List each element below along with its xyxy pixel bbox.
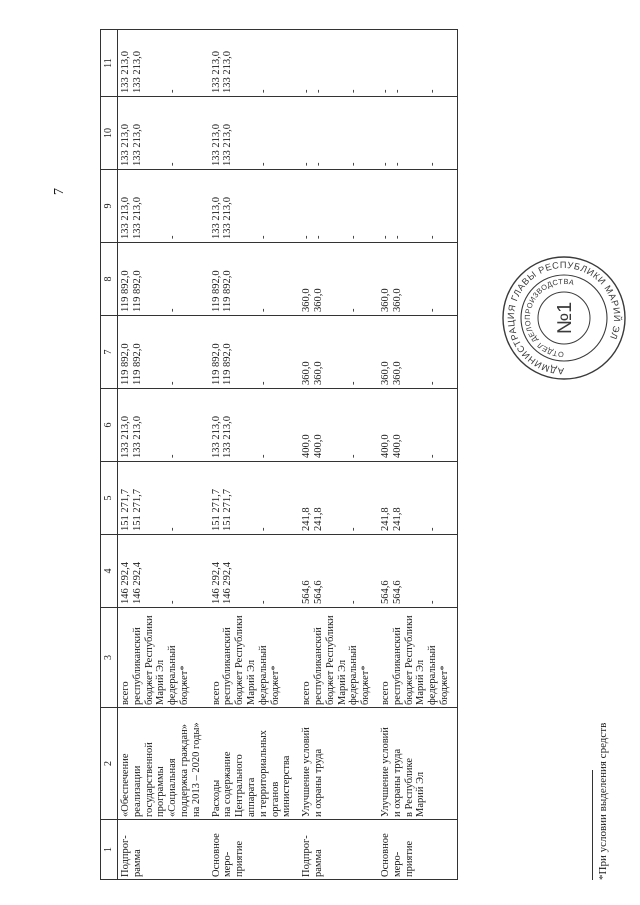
- value-cell-line: 133 213,0: [131, 51, 143, 93]
- value-cell-line: 564,6: [379, 580, 391, 604]
- value-cell-line: 133 213,0: [120, 197, 131, 239]
- value-cell-line: 360,0: [391, 288, 403, 312]
- row-name-cell-line: реализации: [131, 765, 143, 817]
- value-cell-line: 241,8: [379, 507, 391, 531]
- value-cell-line: 146 292,4: [222, 562, 234, 604]
- value-cell-line: -: [427, 308, 439, 312]
- value-cell-line: 146 292,4: [210, 562, 222, 604]
- value-cell: [209, 243, 300, 316]
- funding-source-cell-line: бюджет Республики: [143, 615, 155, 705]
- row-name-cell-line: поддержка граждан»: [178, 724, 190, 817]
- row-type-cell-line: Основное: [210, 833, 222, 877]
- funding-source-cell-line: бюджет Республики: [324, 615, 336, 705]
- column-number-row: [101, 30, 118, 880]
- value-cell: [299, 97, 378, 170]
- rotated-sheet: [52, 30, 640, 880]
- column-number: 5: [101, 462, 118, 535]
- value-cell-line: -: [312, 162, 324, 166]
- value-cell-line: 360,0: [379, 288, 391, 312]
- value-cell-line: 119 892,0: [222, 343, 234, 385]
- value-cell: [118, 243, 209, 316]
- value-cell-line: -: [257, 381, 269, 385]
- value-cell: [209, 462, 300, 535]
- value-cell-line: -: [427, 89, 439, 93]
- value-cell-line: 360,0: [379, 361, 391, 385]
- row-type-cell-line: рамма: [312, 849, 324, 877]
- value-cell-line: -: [348, 89, 360, 93]
- row-name-cell-line: Улучшение условий: [379, 727, 391, 817]
- value-cell-line: 119 892,0: [210, 343, 222, 385]
- value-cell-line: 360,0: [301, 288, 313, 312]
- row-type-cell: [209, 820, 300, 880]
- value-cell-line: 146 292,4: [131, 562, 143, 604]
- value-cell-line: 133 213,0: [120, 416, 131, 458]
- value-cell: [118, 389, 209, 462]
- value-cell-line: -: [427, 381, 439, 385]
- value-cell-line: -: [391, 162, 403, 166]
- value-cell: [299, 316, 378, 389]
- funding-source-cell-line: республиканский: [131, 627, 143, 705]
- value-cell-line: -: [167, 527, 179, 531]
- value-cell-line: -: [312, 235, 324, 239]
- column-number: 10: [101, 97, 118, 170]
- funding-source-cell-line: бюджет Республики: [403, 615, 415, 705]
- row-type-cell-line: Основное: [379, 833, 391, 877]
- row-name-cell-line: органов: [269, 781, 281, 817]
- value-cell-line: 360,0: [312, 361, 324, 385]
- column-number: 11: [101, 30, 118, 97]
- value-cell: [299, 535, 378, 608]
- value-cell: [378, 30, 457, 97]
- value-cell-line: -: [348, 527, 360, 531]
- value-cell-line: -: [427, 600, 439, 604]
- stamp-center-text: №1: [554, 301, 576, 335]
- funding-source-cell-line: федеральный: [348, 645, 360, 705]
- value-cell: [209, 97, 300, 170]
- value-cell-line: 400,0: [391, 434, 403, 458]
- value-cell-line: 151 271,7: [222, 489, 234, 531]
- column-number: 7: [101, 316, 118, 389]
- value-cell: [378, 462, 457, 535]
- value-cell-line: -: [257, 454, 269, 458]
- funding-source-cell-line: республиканский: [312, 627, 324, 705]
- funding-source-cell-line: федеральный: [167, 645, 179, 705]
- column-number: 3: [101, 608, 118, 708]
- value-cell: [299, 30, 378, 97]
- row-name-cell-line: «Обеспечение: [120, 753, 131, 817]
- row-name-cell: [299, 708, 378, 820]
- funding-source-cell-line: всего: [120, 681, 131, 705]
- value-cell-line: 133 213,0: [210, 51, 222, 93]
- value-cell-line: -: [427, 162, 439, 166]
- value-cell-line: 133 213,0: [222, 197, 234, 239]
- value-cell: [209, 316, 300, 389]
- value-cell-line: -: [301, 235, 313, 239]
- value-cell-line: 133 213,0: [131, 197, 143, 239]
- value-cell-line: -: [301, 162, 313, 166]
- value-cell-line: 133 213,0: [210, 124, 222, 166]
- value-cell-line: -: [348, 454, 360, 458]
- row-name-cell-line: программы: [155, 766, 167, 817]
- column-number: 6: [101, 389, 118, 462]
- official-stamp: [500, 254, 628, 382]
- value-cell-line: -: [301, 89, 313, 93]
- value-cell-line: -: [167, 235, 179, 239]
- value-cell-line: -: [257, 527, 269, 531]
- value-cell: [299, 389, 378, 462]
- value-cell-line: -: [348, 600, 360, 604]
- value-cell: [118, 462, 209, 535]
- page-number: 7: [52, 188, 67, 195]
- value-cell: [378, 170, 457, 243]
- value-cell: [209, 30, 300, 97]
- stamp-inner-text: ОТДЕЛ ДЕЛОПРОИЗВОДСТВА: [522, 276, 576, 360]
- value-cell: [118, 170, 209, 243]
- table-row: [118, 30, 209, 880]
- value-cell: [118, 97, 209, 170]
- funding-source-cell: [299, 608, 378, 708]
- value-cell-line: -: [427, 527, 439, 531]
- value-cell-line: -: [167, 381, 179, 385]
- value-cell-line: 564,6: [301, 580, 313, 604]
- value-cell-line: -: [427, 235, 439, 239]
- value-cell-line: -: [257, 162, 269, 166]
- column-number: 8: [101, 243, 118, 316]
- value-cell-line: 133 213,0: [120, 51, 131, 93]
- column-number: 1: [101, 820, 118, 880]
- value-cell: [299, 170, 378, 243]
- row-type-cell-line: приятие: [234, 840, 246, 877]
- value-cell-line: 360,0: [301, 361, 313, 385]
- value-cell-line: 564,6: [391, 580, 403, 604]
- value-cell-line: -: [348, 381, 360, 385]
- value-cell-line: 119 892,0: [222, 270, 234, 312]
- funding-source-cell-line: бюджет Республики: [234, 615, 246, 705]
- value-cell-line: 400,0: [312, 434, 324, 458]
- funding-source-cell-line: бюджет*: [178, 665, 190, 705]
- row-name-cell-line: на 2013 – 2020 годы»: [190, 722, 202, 817]
- row-name-cell: [209, 708, 300, 820]
- value-cell-line: 151 271,7: [131, 489, 143, 531]
- value-cell-line: 133 213,0: [222, 51, 234, 93]
- value-cell-line: 119 892,0: [210, 270, 222, 312]
- value-cell-line: 133 213,0: [222, 416, 234, 458]
- funding-source-cell-line: всего: [210, 681, 222, 705]
- value-cell-line: 400,0: [379, 434, 391, 458]
- funding-source-cell-line: Марий Эл: [336, 659, 348, 705]
- value-cell-line: 241,8: [391, 507, 403, 531]
- value-cell-line: -: [167, 454, 179, 458]
- value-cell-line: 146 292,4: [120, 562, 131, 604]
- value-cell: [378, 243, 457, 316]
- row-name-cell-line: «Социальная: [167, 758, 179, 817]
- row-name-cell-line: Марий Эл: [415, 771, 427, 817]
- value-cell-line: -: [257, 89, 269, 93]
- value-cell-line: 133 213,0: [120, 124, 131, 166]
- value-cell-line: -: [391, 235, 403, 239]
- value-cell: [299, 243, 378, 316]
- value-cell-line: 119 892,0: [120, 270, 131, 312]
- value-cell: [209, 535, 300, 608]
- value-cell-line: -: [348, 235, 360, 239]
- funding-source-cell-line: республиканский: [391, 627, 403, 705]
- value-cell: [378, 97, 457, 170]
- value-cell: [209, 389, 300, 462]
- value-cell-line: -: [167, 89, 179, 93]
- funding-source-cell-line: всего: [379, 681, 391, 705]
- column-number: 4: [101, 535, 118, 608]
- value-cell-line: -: [379, 89, 391, 93]
- funding-source-cell-line: бюджет*: [438, 665, 450, 705]
- value-cell-line: 133 213,0: [210, 416, 222, 458]
- row-type-cell-line: Подпрог-: [120, 835, 131, 877]
- value-cell-line: -: [348, 308, 360, 312]
- value-cell: [378, 535, 457, 608]
- column-number: 9: [101, 170, 118, 243]
- value-cell-line: 119 892,0: [131, 343, 143, 385]
- value-cell: [378, 389, 457, 462]
- value-cell: [118, 535, 209, 608]
- funding-source-cell-line: Марий Эл: [155, 659, 167, 705]
- value-cell-line: -: [257, 308, 269, 312]
- value-cell-line: -: [379, 235, 391, 239]
- value-cell-line: 133 213,0: [210, 197, 222, 239]
- funding-source-cell-line: бюджет*: [269, 665, 281, 705]
- row-type-cell-line: приятие: [403, 840, 415, 877]
- value-cell-line: -: [167, 162, 179, 166]
- value-cell-line: 133 213,0: [222, 124, 234, 166]
- value-cell: [209, 170, 300, 243]
- funding-source-cell-line: бюджет*: [360, 665, 372, 705]
- funding-source-cell-line: федеральный: [427, 645, 439, 705]
- row-type-cell-line: Подпрог-: [301, 835, 313, 877]
- row-type-cell-line: меро-: [222, 851, 234, 877]
- funding-source-cell-line: Марий Эл: [415, 659, 427, 705]
- row-name-cell: [378, 708, 457, 820]
- funding-source-cell-line: республиканский: [222, 627, 234, 705]
- row-name-cell-line: и территориальных: [257, 730, 269, 817]
- table-row: [209, 30, 300, 880]
- row-name-cell-line: государственной: [143, 742, 155, 817]
- table-row: [378, 30, 457, 880]
- row-name-cell-line: и охраны труда: [391, 748, 403, 817]
- value-cell-line: 133 213,0: [131, 416, 143, 458]
- value-cell: [299, 462, 378, 535]
- row-name-cell-line: в Республике: [403, 757, 415, 817]
- footnote-rule: [592, 770, 593, 880]
- value-cell-line: 360,0: [312, 288, 324, 312]
- value-cell: [118, 30, 209, 97]
- footnote: *При условии выделения средств: [597, 722, 609, 880]
- funding-source-cell-line: федеральный: [257, 645, 269, 705]
- row-name-cell-line: и охраны труда: [312, 748, 324, 817]
- row-name-cell-line: на содержание: [222, 751, 234, 817]
- stamp-outer-text: АДМИНИСТРАЦИЯ ГЛАВЫ РЕСПУБЛИКИ МАРИЙ ЭЛ: [505, 259, 623, 377]
- value-cell-line: 119 892,0: [120, 343, 131, 385]
- row-name-cell-line: Центрального: [234, 754, 246, 817]
- funding-source-cell-line: Марий Эл: [245, 659, 257, 705]
- row-type-cell-line: рамма: [131, 849, 143, 877]
- funding-source-cell: [118, 608, 209, 708]
- table-body: [118, 30, 458, 880]
- funding-source-cell: [378, 608, 457, 708]
- value-cell-line: 151 271,7: [210, 489, 222, 531]
- row-name-cell-line: аппарата: [245, 777, 257, 817]
- value-cell-line: -: [167, 308, 179, 312]
- value-cell-line: 241,8: [301, 507, 313, 531]
- value-cell: [118, 316, 209, 389]
- value-cell-line: -: [312, 89, 324, 93]
- value-cell-line: -: [257, 600, 269, 604]
- row-type-cell: [378, 820, 457, 880]
- row-name-cell-line: Улучшение условий: [301, 727, 313, 817]
- value-cell-line: -: [427, 454, 439, 458]
- value-cell-line: -: [348, 162, 360, 166]
- value-cell-line: 119 892,0: [131, 270, 143, 312]
- value-cell-line: 360,0: [391, 361, 403, 385]
- value-cell-line: 564,6: [312, 580, 324, 604]
- row-type-cell-line: меро-: [391, 851, 403, 877]
- funding-source-cell: [209, 608, 300, 708]
- value-cell-line: -: [167, 600, 179, 604]
- row-name-cell-line: министерства: [281, 755, 293, 817]
- funding-source-cell-line: всего: [301, 681, 313, 705]
- value-cell-line: 133 213,0: [131, 124, 143, 166]
- table-row: [299, 30, 378, 880]
- column-number: 2: [101, 708, 118, 820]
- value-cell-line: 241,8: [312, 507, 324, 531]
- value-cell: [378, 316, 457, 389]
- row-name-cell: [118, 708, 209, 820]
- value-cell-line: 151 271,7: [120, 489, 131, 531]
- row-type-cell: [118, 820, 209, 880]
- row-name-cell-line: Расходы: [210, 779, 222, 817]
- budget-table: [100, 29, 458, 880]
- value-cell-line: -: [379, 162, 391, 166]
- row-type-cell: [299, 820, 378, 880]
- value-cell-line: 400,0: [301, 434, 313, 458]
- value-cell-line: -: [391, 89, 403, 93]
- value-cell-line: -: [257, 235, 269, 239]
